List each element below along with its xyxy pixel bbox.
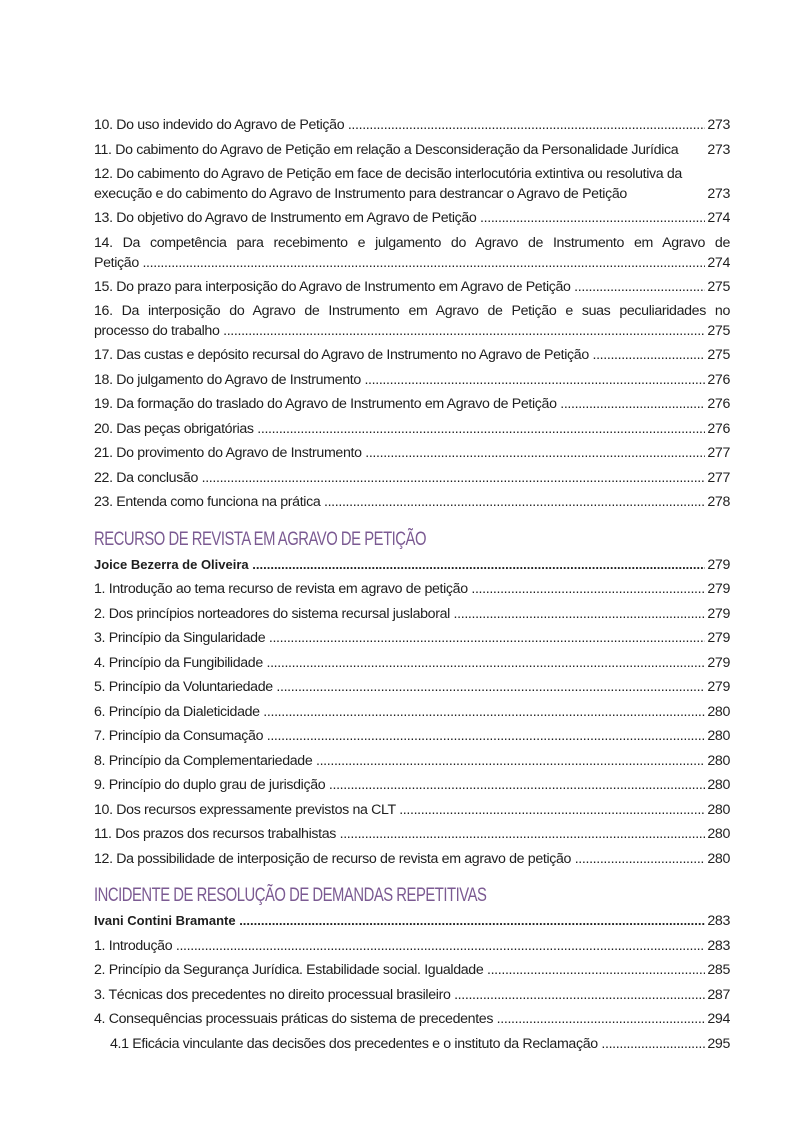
toc-author-entry[interactable] [94,553,730,578]
toc-entry[interactable] [94,798,730,823]
page-number: 274 [707,254,730,271]
toc-entry[interactable] [94,441,730,466]
entry-title: 5. Princípio da Voluntariedade ..... [94,675,705,700]
toc-entry[interactable] [94,651,730,676]
entry-title-line2 [94,321,730,341]
page-number: 279 [707,556,730,573]
entry-title: 3. Princípio da Singularidade ..... [94,626,705,651]
entry-title: 9. Princípio do duplo grau de jurisdição ..... [94,773,705,798]
toc-block-agravo [94,113,730,515]
toc-entry[interactable] [94,700,730,725]
toc-block-incidente [94,934,730,1057]
entry-title: 12. Da possibilidade de interposição de recurso de revista em agravo de petição ..... [94,847,705,872]
toc-entry[interactable] [94,138,730,163]
toc-entry[interactable] [94,934,730,959]
toc-entry[interactable] [94,392,730,417]
entry-title: execução e do cabimento do Agravo de Instrumento para destrancar o Agravo de Petição [94,186,627,202]
page-number: 279 [707,654,730,671]
section-title-recurso-revista: RECURSO DE REVISTA EM AGRAVO DE PETIÇÃO [94,528,427,550]
toc-entry[interactable] [94,206,730,231]
author-name: Ivani Contini Bramante ..... [94,909,705,934]
entry-title: 1. Introdução ao tema recurso de revista em agravo de petição ..... [94,577,705,602]
page-number: 273 [707,186,730,202]
toc-entry[interactable] [94,417,730,442]
entry-title: 4. Princípio da Fungibilidade ..... [94,651,705,676]
entry-title: 3. Técnicas dos precedentes no direito processual brasileiro ..... [94,983,705,1008]
entry-title: 1. Introdução ..... [94,934,705,959]
entry-title-line1: 12. Do cabimento do Agravo de Petição em face de decisão interlocutória extintiva ou resolutiva da [94,166,682,182]
page-number: 279 [707,630,730,646]
page-number: 280 [707,728,730,744]
entry-title: 2. Princípio da Segurança Jurídica. Estabilidade social. Igualdade ..... [94,958,705,983]
toc-entry[interactable] [94,983,730,1008]
toc-entry[interactable] [94,466,730,491]
toc-entry[interactable] [94,343,730,368]
entry-title-line2 [94,184,730,204]
toc-entry[interactable] [94,675,730,700]
page-number: 280 [707,703,730,720]
toc-entry[interactable] [94,577,730,602]
author-name: Joice Bezerra de Oliveira ..... [94,553,705,578]
entry-title: 20. Das peças obrigatórias ..... [94,417,705,442]
page-number: 274 [707,210,730,226]
entry-title: 10. Do uso indevido do Agravo de Petição ..... [94,113,705,138]
page-number: 285 [707,962,730,978]
entry-title: 19. Da formação do traslado do Agravo de Instrumento em Agravo de Petição ..... [94,392,705,417]
entry-title: 11. Do cabimento do Agravo de Petição em relação a Desconsideração da Personalidade Jurídica [94,141,679,158]
page-number: 287 [707,986,730,1003]
page-number: 275 [707,347,730,363]
page-number: 279 [707,581,730,597]
toc-entry[interactable] [94,822,730,847]
toc-entry[interactable] [94,1032,730,1057]
toc-entry[interactable] [94,368,730,393]
page-number: 273 [707,117,730,133]
entry-title-line2 [94,253,730,273]
toc-entry[interactable] [94,299,730,343]
page-number: 295 [707,1035,730,1052]
toc-entry[interactable] [94,847,730,872]
entry-title: 7. Princípio da Consumação ..... [94,724,705,749]
toc-entry[interactable] [94,162,730,206]
page-number: 283 [707,937,730,954]
page-number: 275 [707,278,730,295]
page-number: 277 [707,445,730,461]
page-number: 280 [707,850,730,867]
entry-title: 8. Princípio da Complementariedade ..... [94,749,705,774]
toc-entry[interactable] [94,626,730,651]
section-title-incidente: INCIDENTE DE RESOLUÇÃO DE DEMANDAS REPETITIVAS [94,885,487,906]
entry-title: 18. Do julgamento do Agravo de Instrumento ..... [94,368,705,393]
toc-entry[interactable] [94,113,730,138]
page-number: 280 [707,801,730,818]
page-number: 278 [707,494,730,510]
page-number: 277 [707,469,730,486]
page-number: 280 [707,777,730,793]
page-number: 279 [707,679,730,695]
page-number: 273 [707,141,730,158]
entry-title: 4.1 Eficácia vinculante das decisões dos precedentes e o instituto da Reclamação ..... [110,1032,705,1057]
entry-title: 23. Entenda como funciona na prática ..... [94,490,705,515]
table-of-contents [94,113,730,1056]
entry-title: 4. Consequências processuais práticas do sistema de precedentes ..... [94,1007,705,1032]
entry-title: 6. Princípio da Dialeticidade ..... [94,700,705,725]
entry-title: 11. Dos prazos dos recursos trabalhistas ..... [94,822,705,847]
page-number: 280 [707,752,730,769]
entry-title-line1: 14. Da competência para recebimento e julgamento do Agravo de Instrumento em Agravo de [94,234,730,251]
page-number: 283 [707,913,730,929]
entry-title: 15. Do prazo para interposição do Agravo de Instrumento em Agravo de Petição ..... [94,275,705,300]
toc-entry[interactable] [94,749,730,774]
entry-title: 2. Dos princípios norteadores do sistema recursal juslaboral ..... [94,602,705,627]
toc-entry[interactable] [94,958,730,983]
page-number: 294 [707,1011,730,1027]
entry-title: 10. Dos recursos expressamente previstos na CLT ..... [94,798,705,823]
entry-title: 13. Do objetivo do Agravo de Instrumento em Agravo de Petição ..... [94,206,705,231]
page-number: 276 [707,420,730,437]
toc-block-recurso-revista [94,577,730,871]
page-number: 275 [707,323,730,339]
toc-entry[interactable] [94,724,730,749]
toc-entry[interactable] [94,773,730,798]
toc-entry[interactable] [94,490,730,515]
toc-entry[interactable] [94,231,730,275]
toc-entry[interactable] [94,275,730,300]
entry-title: 21. Do provimento do Agravo de Instrumento ..... [94,441,705,466]
page-number: 280 [707,826,730,842]
toc-entry[interactable] [94,1007,730,1032]
toc-entry[interactable] [94,602,730,627]
entry-title: 17. Das custas e depósito recursal do Agravo de Instrumento no Agravo de Petição ..... [94,343,705,368]
page-number: 276 [707,371,730,388]
entry-title: Petição ..... [94,253,705,273]
entry-title-line1: 16. Da interposição do Agravo de Instrumento em Agravo de Petição e suas peculiaridades no [94,303,730,319]
entry-title: 22. Da conclusão ..... [94,466,705,491]
page-number: 276 [707,396,730,412]
page-number: 279 [707,605,730,622]
toc-author-entry[interactable] [94,909,730,934]
entry-title: processo do trabalho ..... [94,321,705,341]
